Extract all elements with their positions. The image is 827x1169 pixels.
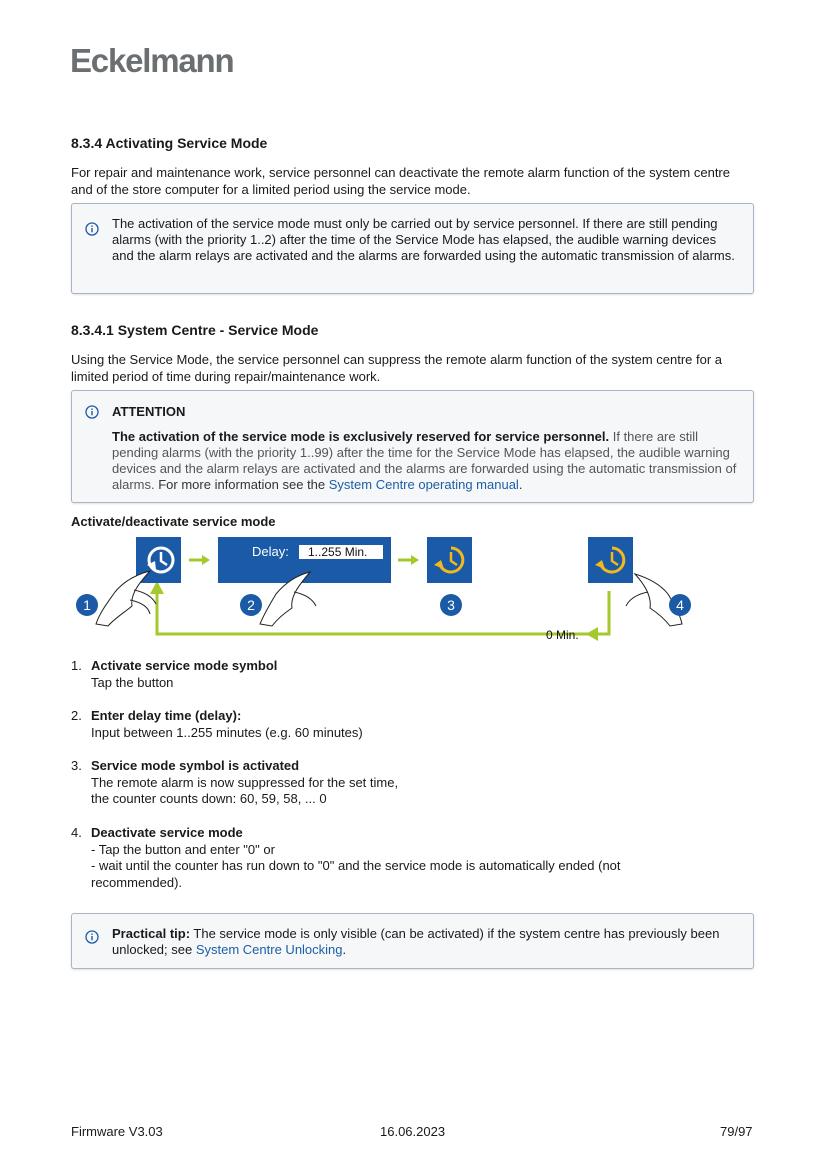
- step-number: 2.: [71, 708, 82, 723]
- footer-page-number: 79/97: [720, 1124, 753, 1139]
- info-icon: [85, 222, 99, 236]
- marker-2: [240, 594, 262, 616]
- zero-min-label: 0 Min.: [546, 628, 579, 642]
- note-text-834: The activation of the service mode must only be carried out by service personnel. If there are still pending alarms (with the priority 1..2) after the time of the Service Mode has elapsed, the audible warning devices and the alarm relays are activated and the alarms are forwarded using the automatic transmission of alarms.: [112, 216, 735, 263]
- tip-label: Practical tip:: [112, 926, 191, 941]
- attention-text: [112, 429, 737, 493]
- arrow-1-2-head: [202, 555, 210, 565]
- footer-date: 16.06.2023: [380, 1124, 446, 1139]
- step-line: Input between 1..255 minutes (e.g. 60 minutes): [91, 724, 363, 740]
- attention-box: [71, 390, 754, 503]
- tip-text: [112, 926, 737, 958]
- info-icon: [85, 930, 99, 944]
- system-centre-unlocking-link[interactable]: System Centre Unlocking: [195, 942, 343, 957]
- figure-caption: Activate/deactivate service mode: [71, 514, 276, 529]
- note-box-834: [71, 203, 754, 294]
- marker-3: [440, 594, 462, 616]
- info-icon: [85, 405, 99, 419]
- arrow-2-3-head: [411, 555, 419, 565]
- step-line: Tap the button: [91, 674, 174, 690]
- tip-box: [71, 913, 754, 969]
- tip-end: .: [342, 942, 347, 957]
- step-line: - Tap the button and enter "0" or: [91, 841, 275, 857]
- step-title: Activate service mode symbol: [91, 658, 278, 673]
- step-line: The remote alarm is now suppressed for the set time,: [91, 774, 399, 790]
- zero-arrow-head: [586, 627, 598, 641]
- step-number: 1.: [71, 658, 82, 673]
- attention-more: For more information see the: [158, 477, 329, 492]
- step-line: the counter counts down: 60, 59, 58, ... 0: [91, 791, 327, 806]
- service-active-3: [427, 537, 472, 583]
- svg-text:1: 1: [83, 597, 91, 613]
- footer-firmware: Firmware V3.03: [71, 1124, 163, 1139]
- svg-text:4: 4: [676, 597, 684, 613]
- tip-body: The service mode is only visible (can be activated) if the system centre has previously been unlocked; see: [112, 926, 720, 957]
- delay-value: 1..255 Min.: [308, 545, 368, 559]
- step-number: 4.: [71, 825, 82, 840]
- step-title: Deactivate service mode: [91, 825, 243, 840]
- system-centre-manual-link[interactable]: System Centre operating manual: [328, 477, 519, 492]
- attention-end: .: [518, 477, 523, 492]
- section-title-8341: 8.3.4.1 System Centre - Service Mode: [71, 322, 319, 338]
- section-intro-8341: Using the Service Mode, the service personnel can suppress the remote alarm function of the system centre for a limited period of time during repair/maintenance work.: [71, 352, 723, 384]
- svg-text:3: 3: [447, 597, 455, 613]
- step-line: - wait until the counter has run down to "0" and the service mode is automatically ended (not: [91, 858, 621, 873]
- step-line: recommended).: [91, 874, 183, 890]
- marker-4: [669, 594, 691, 616]
- step-title: Enter delay time (delay):: [91, 708, 242, 723]
- delay-label: Delay:: [252, 544, 289, 559]
- eckelmann-logo: Eckelmann: [70, 42, 234, 79]
- attention-bold: The activation of the service mode is exclusively reserved for service personnel.: [112, 429, 610, 444]
- section-intro-834: For repair and maintenance work, service personnel can deactivate the remote alarm function of the system centre and of the store computer for a limited period using the service mode.: [71, 165, 730, 197]
- svg-text:2: 2: [247, 597, 255, 613]
- return-arrow: [157, 591, 603, 634]
- service-mode-diagram: [70, 534, 710, 646]
- step-title: Service mode symbol is activated: [91, 758, 300, 773]
- service-button-4[interactable]: [588, 537, 633, 583]
- step-number: 3.: [71, 758, 82, 773]
- section-title-834: 8.3.4 Activating Service Mode: [71, 135, 268, 151]
- attention-body: If there are still pending alarms (with the priority 1..99) after the time for the Service Mode has elapsed, the audible warning devices and the alarm relays are activated and the alarms are forwarded using the automatic transmission of alarms.: [112, 429, 737, 492]
- marker-1: [76, 594, 98, 616]
- attention-heading: ATTENTION: [112, 404, 186, 419]
